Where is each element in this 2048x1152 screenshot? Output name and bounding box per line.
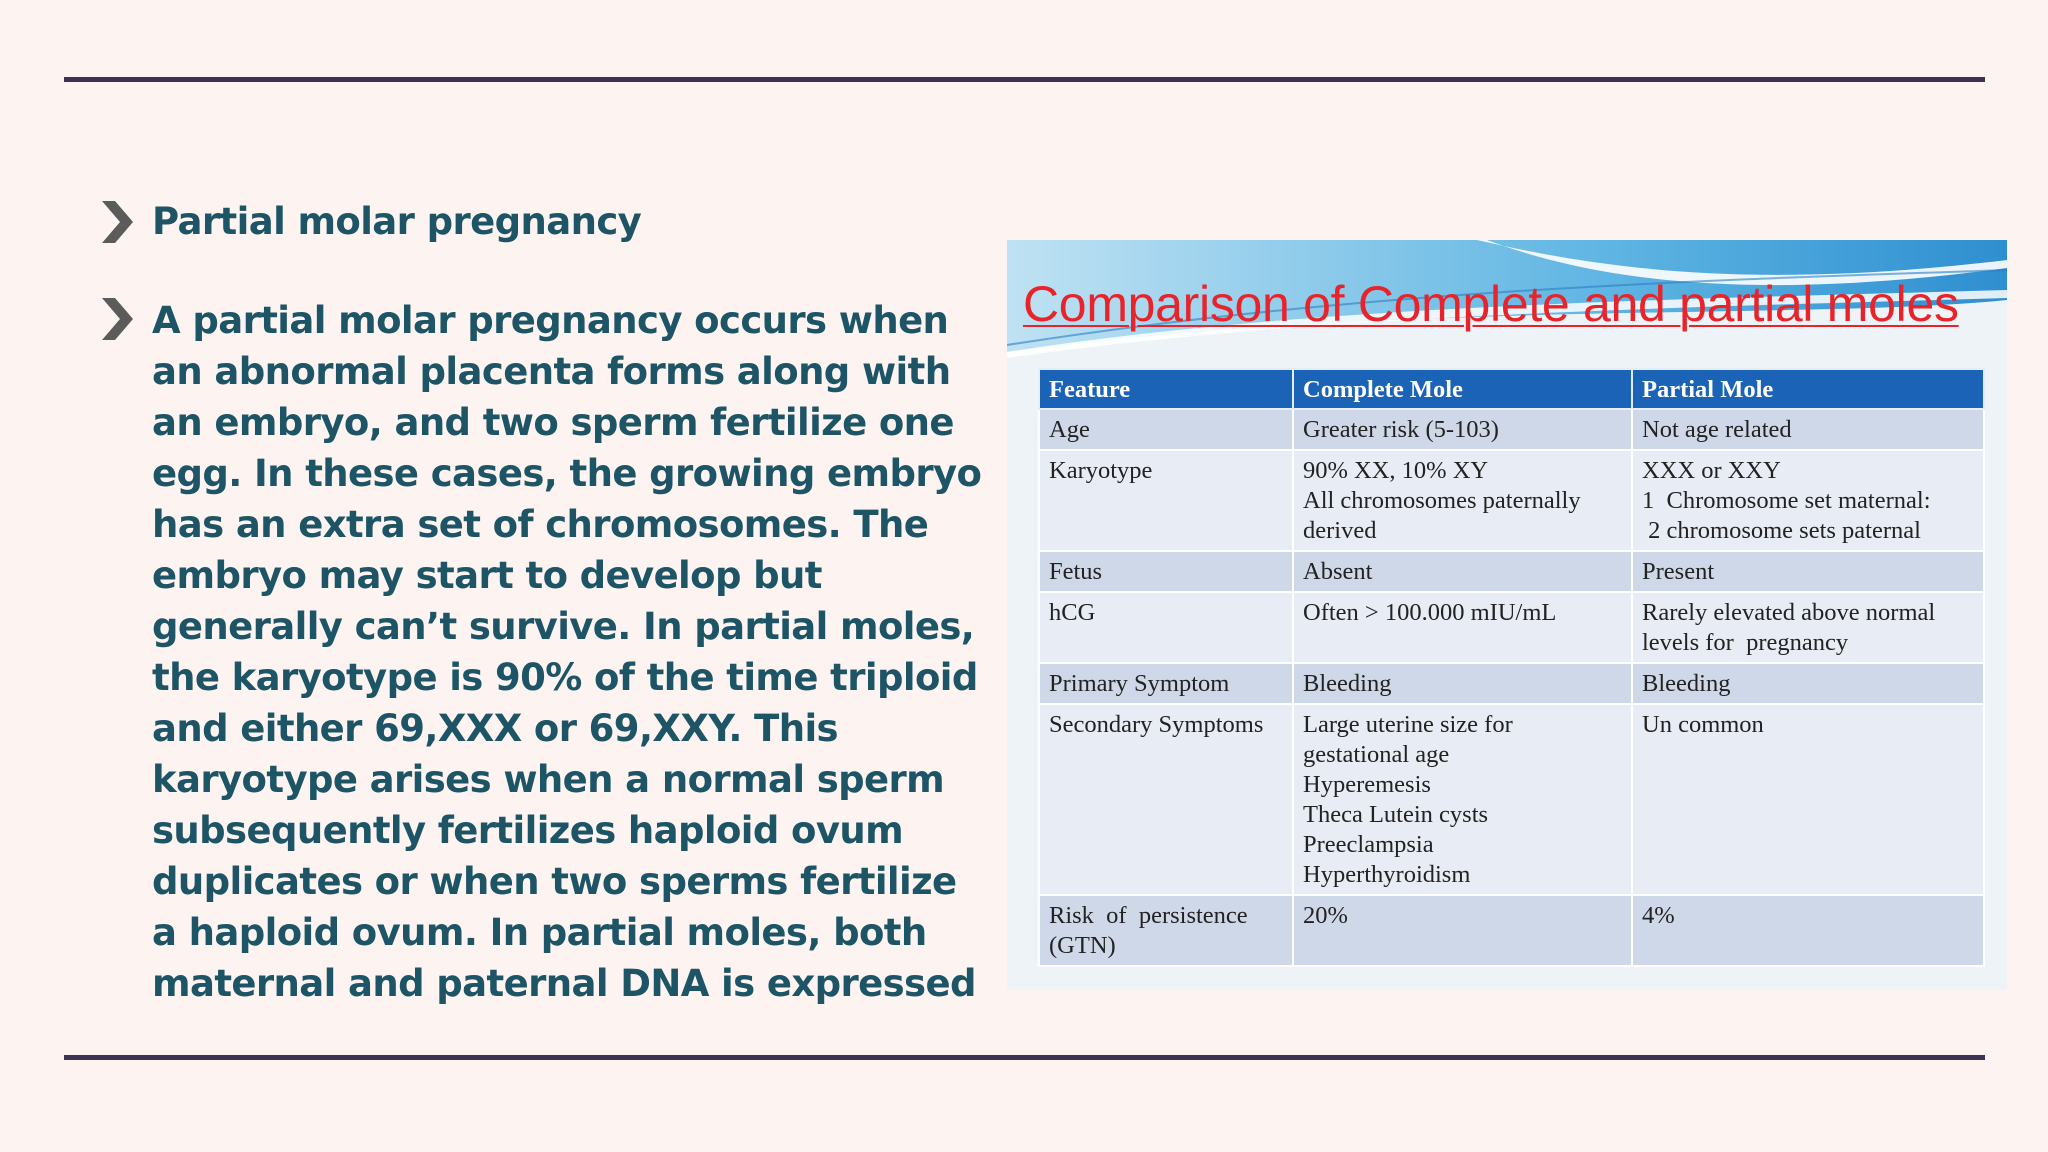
table-row	[1039, 592, 1984, 663]
table-cell-complete	[1293, 409, 1632, 450]
cell-text: XXX or XXY	[1642, 457, 1781, 484]
cell-text: Bleeding	[1303, 670, 1392, 697]
cell-text: 4%	[1642, 902, 1675, 929]
table-row	[1039, 704, 1984, 895]
table-cell-feature	[1039, 592, 1293, 663]
table-cell-complete	[1293, 663, 1632, 704]
bottom-divider	[64, 1055, 1985, 1060]
header-partial-mole: Partial Mole	[1632, 369, 1984, 409]
table-row	[1039, 895, 1984, 966]
chevron-right-icon	[100, 198, 134, 246]
table-header-row	[1039, 369, 1984, 409]
cell-text: Hyperthyroidism	[1303, 861, 1471, 888]
table-row	[1039, 663, 1984, 704]
cell-text: levels for pregnancy	[1642, 629, 1849, 656]
cell-text: Greater risk (5-103)	[1303, 416, 1499, 443]
cell-text: Risk of persistence	[1049, 902, 1248, 929]
cell-text: Secondary Symptoms	[1049, 711, 1264, 738]
cell-text: Karyotype	[1049, 457, 1153, 484]
cell-text: Theca Lutein cysts	[1303, 801, 1489, 828]
table-cell-partial	[1632, 592, 1984, 663]
table-cell-complete	[1293, 450, 1632, 551]
cell-text: Absent	[1303, 558, 1373, 585]
table-cell-feature	[1039, 663, 1293, 704]
table-row	[1039, 450, 1984, 551]
table-cell-feature	[1039, 704, 1293, 895]
cell-text: Primary Symptom	[1049, 670, 1230, 697]
cell-text: All chromosomes paternally	[1303, 487, 1581, 514]
table-cell-complete	[1293, 551, 1632, 592]
header-feature: Feature	[1039, 369, 1293, 409]
table-cell-feature	[1039, 895, 1293, 966]
cell-text: derived	[1303, 517, 1377, 544]
bullet-heading-text: Partial molar pregnancy	[152, 200, 642, 243]
table-cell-complete	[1293, 895, 1632, 966]
cell-text: Large uterine size for	[1303, 711, 1513, 738]
cell-text: gestational age	[1303, 741, 1450, 768]
table-row	[1039, 409, 1984, 450]
table-cell-feature	[1039, 551, 1293, 592]
cell-text: 2 chromosome sets paternal	[1642, 517, 1921, 544]
cell-text: 1 Chromosome set maternal:	[1642, 487, 1931, 514]
header-complete-mole: Complete Mole	[1293, 369, 1632, 409]
top-divider	[64, 77, 1985, 82]
table-row	[1039, 551, 1984, 592]
cell-text: Present	[1642, 558, 1715, 585]
table-cell-partial	[1632, 409, 1984, 450]
table-cell-feature	[1039, 450, 1293, 551]
cell-text: Fetus	[1049, 558, 1103, 585]
cell-text: Rarely elevated above normal	[1642, 599, 1936, 626]
cell-text: hCG	[1049, 599, 1096, 626]
chevron-right-icon	[100, 295, 134, 343]
bullet-body-text: A partial molar pregnancy occurs when an abnormal placenta forms along with an embryo, and two sperm fertilize one egg. In these cases, the growing embryo has an extra set of chromosomes. The embryo may start to develop but generally can’t survive. In partial moles, the karyotype is 90% of the time triploid and either 69,XXX or 69,XXY. This karyotype arises when a normal sperm subsequently fertilizes haploid ovum duplicates or when two sperms fertilize a haploid ovum. In partial moles, both maternal and paternal DNA is expressed	[152, 299, 982, 1005]
cell-text: Not age related	[1642, 416, 1792, 443]
table-cell-feature	[1039, 409, 1293, 450]
cell-text: Often > 100.000 mIU/mL	[1303, 599, 1557, 626]
table-cell-partial	[1632, 704, 1984, 895]
cell-text: 90% XX, 10% XY	[1303, 457, 1489, 484]
table-cell-partial	[1632, 551, 1984, 592]
table-cell-complete	[1293, 704, 1632, 895]
cell-text: 20%	[1303, 902, 1348, 929]
cell-text: Preeclampsia	[1303, 831, 1434, 858]
cell-text: Hyperemesis	[1303, 771, 1431, 798]
comparison-title: Comparison of Complete and partial moles	[1023, 276, 1959, 332]
table-cell-partial	[1632, 895, 1984, 966]
table-cell-partial	[1632, 450, 1984, 551]
comparison-table	[1038, 368, 1985, 967]
table-cell-complete	[1293, 592, 1632, 663]
embedded-comparison-slide	[1007, 240, 2007, 990]
cell-text: Bleeding	[1642, 670, 1731, 697]
cell-text: Un common	[1642, 711, 1764, 738]
cell-text: (GTN)	[1049, 932, 1116, 959]
cell-text: Age	[1049, 416, 1090, 443]
table-cell-partial	[1632, 663, 1984, 704]
